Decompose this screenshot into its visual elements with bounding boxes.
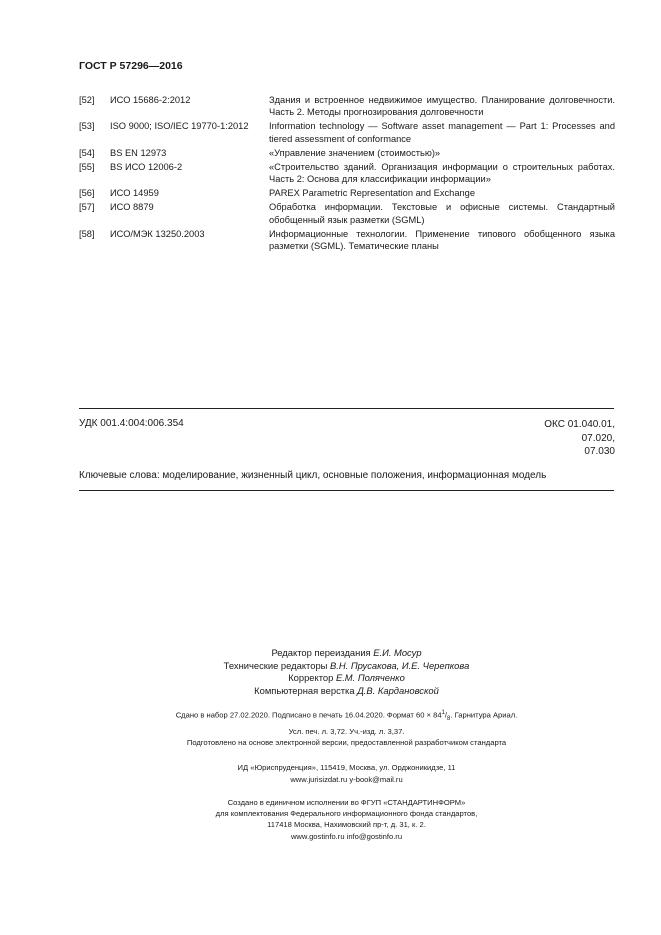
reference-standard: BS ИСО 12006-2 [110,161,183,172]
reference-standard: ИСО 14959 [110,188,159,199]
divider-top [79,408,614,409]
reference-row [79,187,615,199]
keywords: Ключевые слова: моделирование, жизненный цикл, основные положения, информационная модель [79,470,547,481]
editorial-credits [79,647,614,697]
print-typeface: . Гарнитура Ариал. [450,710,518,720]
reference-title: Обработка информации. Текстовые и офисные системы. Стандартный обобщенный язык разметки (SGML) [269,202,615,225]
editor-name: Е.И. Мосур [373,647,422,658]
oks-codes [480,418,615,459]
production-line-1: Создано в единичном исполнении во ФГУП «СТАНДАРТИНФОРМ» [227,798,466,807]
reference-number: [58] [79,228,95,239]
reference-standard: BS EN 12973 [110,147,167,158]
oks-code: 07.020, [581,432,615,444]
reference-number: [54] [79,147,95,158]
layout-name: Д.В. Кардановской [357,684,439,696]
layout-label: Компьютерная верстка [254,684,355,696]
reference-row [79,228,615,253]
production-info [79,797,614,842]
publisher-info [79,762,614,785]
reference-row [79,147,615,159]
tech-editors-label: Технические редакторы [223,659,328,671]
print-info [79,708,614,737]
production-line-2: для комплектования Федерального информационного фонда стандартов, [215,809,478,819]
reference-standard: ИСО 8879 [110,202,154,213]
editor-label: Редактор переиздания [271,647,371,658]
reference-number: [52] [79,95,95,105]
prepared-note: Подготовлено на основе электронной версии, предоставленной разработчиком стандарта [186,738,507,747]
reference-row [79,161,615,186]
print-info-line-2: Усл. печ. л. 3,72. Уч.-изд. л. 3,37. [288,726,405,736]
bibliography-list [79,94,615,254]
reference-title: Information technology — Software asset management — Part 1: Processes and tiered assessment of conformance [269,121,615,144]
layout-line [79,685,614,698]
corrector-name: Е.М. Поляченко [335,672,405,684]
oks-code: ОКС 01.040.01, [544,419,615,430]
document-header: ГОСТ Р 57296—2016 [79,60,183,72]
reference-title: «Управление значением (стоимостью)» [269,147,441,158]
tech-editors-line [79,660,614,673]
reference-title: PAREX Parametric Representation and Exchange [269,188,476,199]
publisher-contacts: www.jurisizdat.ru y-book@mail.ru [290,774,403,784]
production-line-3: 117418 Москва, Нахимовский пр-т, д. 31, к. 2. [267,820,426,830]
print-dates-format: Сдано в набор 27.02.2020. Подписано в печать 16.04.2020. Формат 60 × 84 [175,710,442,720]
udc-code: УДК 001.4:004:006.354 [79,418,184,429]
reference-title: «Строительство зданий. Организация информации о строительных работах. Часть 2: Основа для классификации информации» [269,161,615,185]
oks-code: 07.030 [584,446,615,457]
divider-bottom [79,490,614,491]
print-info-line-1: Сдано в набор 27.02.2020. Подписано в печать 16.04.2020. Формат $60 \times 84^1/_8$. Гарнитура Ариал. [175,710,518,723]
reference-row [79,94,615,119]
reference-number: [56] [79,188,95,199]
reference-standard: ISO 9000; ISO/IEC 19770-1:2012 [110,121,249,132]
reference-title: Информационные технологии. Применение типового обобщенного языка разметки (SGML). Тематические планы [269,228,615,252]
reference-row [79,120,615,145]
reference-row [79,201,615,226]
reference-number: [53] [79,121,95,132]
publisher-address: ИД «Юриспруденция», 115419, Москва, ул. Орджоникидзе, 11 [237,763,456,772]
reference-number: [57] [79,202,95,213]
corrector-label: Корректор [288,672,334,684]
reference-number: [55] [79,161,95,172]
format-fraction-bottom: 8 [447,716,451,723]
tech-editors-names: В.Н. Прусакова, И.Е. Черепкова [330,659,470,671]
corrector-line [79,672,614,685]
format-fraction-top: 1 [441,710,445,716]
reference-standard: ИСО 15686-2:2012 [110,95,191,105]
reference-title: Здания и встроенное недвижимое имущество. Планирование долговечности. Часть 2. Методы прогнозирования долговечности [269,95,615,118]
editor-line [79,647,614,660]
reference-standard: ИСО/МЭК 13250.2003 [110,228,205,239]
production-line-4: www.gostinfo.ru info@gostinfo.ru [290,831,403,841]
